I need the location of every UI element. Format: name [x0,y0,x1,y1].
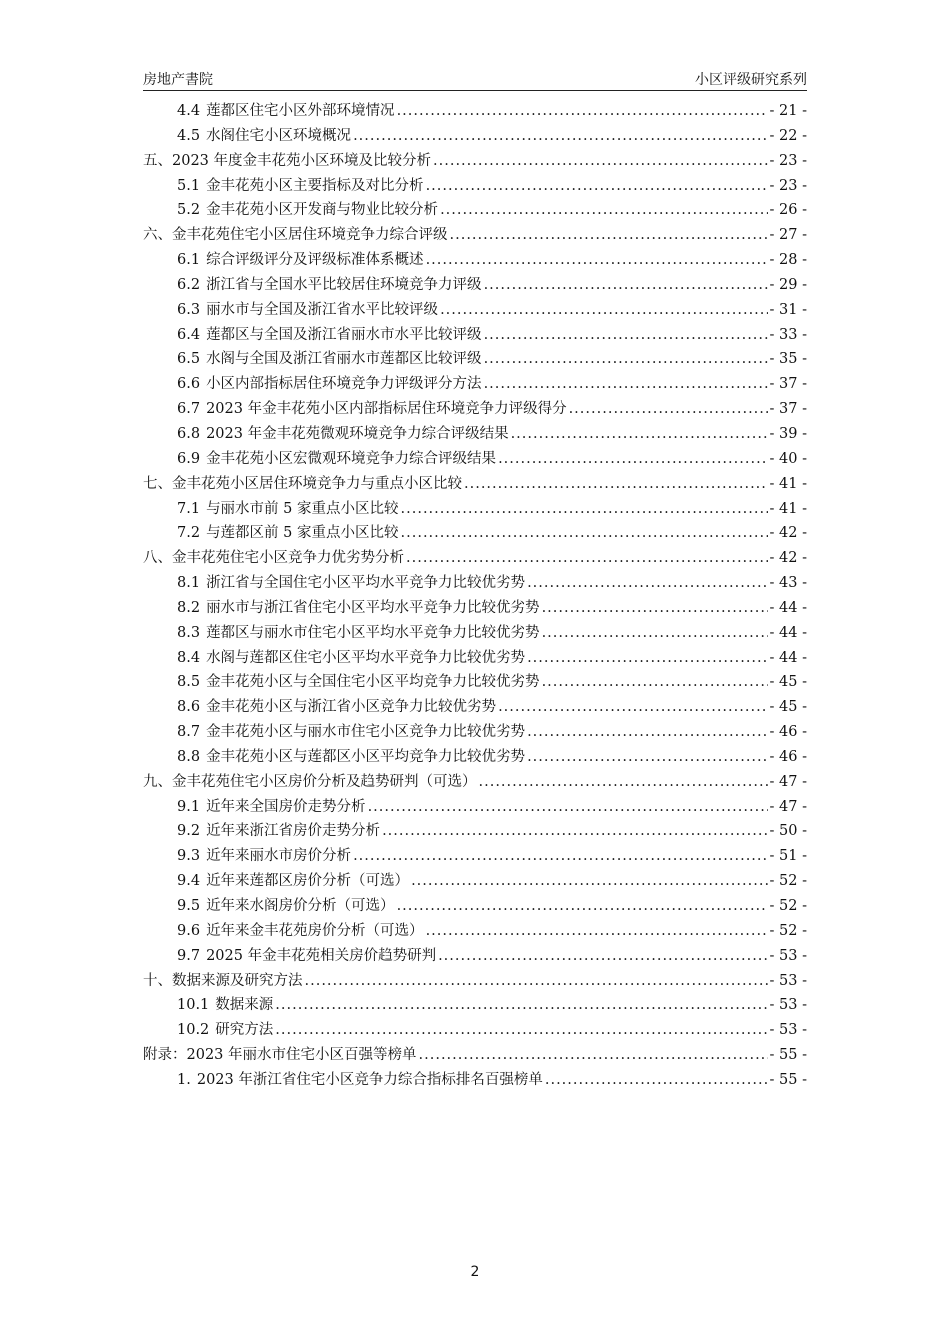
toc-entry[interactable] [143,695,807,720]
toc-dot-leader [545,1072,768,1088]
header-publisher: 房地产書院 [143,72,213,88]
toc-entry-title: 金丰花苑小区与浙江省小区竞争力比较优劣势 [206,699,497,716]
toc-entry-title: 近年来全国房价走势分析 [206,798,366,815]
toc-entry[interactable] [143,596,807,621]
toc-entry-number: 4.4 [177,103,201,119]
toc-entry-title: 丽水市与浙江省住宅小区平均水平竞争力比较优劣势 [206,599,540,616]
toc-entry-title: 莲都区与全国及浙江省丽水市水平比较评级 [206,326,482,343]
toc-entry-title: 浙江省与全国水平比较居住环境竞争力评级 [206,276,482,293]
toc-entry-page: - 45 - [769,699,807,716]
toc-entry-title: 莲都区住宅小区外部环境情况 [206,103,395,119]
toc-dot-leader [406,550,768,566]
toc-entry-page: - 53 - [769,997,807,1014]
toc-entry-title: 金丰花苑小区与丽水市住宅小区竞争力比较优劣势 [206,724,526,741]
toc-entry-page: - 40 - [769,450,807,467]
toc-entry-page: - 27 - [769,227,807,244]
toc-entry[interactable] [143,819,807,844]
toc-entry-page: - 33 - [769,326,807,343]
toc-entry-page: - 21 - [769,103,807,119]
toc-entry[interactable] [143,919,807,944]
toc-dot-leader [498,451,767,467]
toc-entry[interactable] [143,198,807,223]
toc-dot-leader [433,153,768,169]
toc-entry-page: - 44 - [769,599,807,616]
toc-entry-number: 10.2 [177,1022,210,1039]
toc-entry-number: 9.1 [177,798,201,815]
toc-entry-number: 7.2 [177,525,201,542]
toc-dot-leader [498,699,767,715]
toc-entry-title: 金丰花苑小区与全国住宅小区平均竞争力比较优劣势 [206,674,540,691]
toc-entry[interactable] [143,646,807,671]
toc-entry-number: 6.3 [177,301,201,318]
toc-entry-title: 水阁与全国及浙江省丽水市莲都区比较评级 [206,351,482,368]
toc-dot-leader [527,650,767,666]
toc-entry-number: 6.7 [177,401,201,418]
toc-entry[interactable] [143,422,807,447]
toc-entry-number: 4.5 [177,127,201,144]
toc-dot-leader [527,724,767,740]
toc-entry[interactable] [143,770,807,795]
toc-dot-leader [426,252,768,268]
toc-entry[interactable] [143,372,807,397]
toc-entry-number: 8.8 [177,748,201,765]
toc-entry-page: - 45 - [769,674,807,691]
toc-dot-leader [479,774,768,790]
toc-entry-title: 八、金丰花苑住宅小区竞争力优劣势分析 [143,550,404,567]
toc-dot-leader [464,476,768,492]
toc-entry-title: 金丰花苑小区宏微观环境竞争力综合评级结果 [206,450,497,467]
toc-entry-page: - 31 - [769,301,807,318]
toc-entry-page: - 55 - [769,1047,807,1064]
toc-dot-leader [484,351,768,367]
toc-entry-number: 8.5 [177,674,201,691]
toc-dot-leader [401,501,768,517]
toc-entry-number: 6.1 [177,252,201,269]
toc-dot-leader [411,873,767,889]
toc-entry-number: 9.2 [177,823,201,840]
toc-dot-leader [569,401,768,417]
toc-dot-leader [401,525,768,541]
toc-entry[interactable] [143,447,807,472]
toc-entry[interactable] [143,174,807,199]
toc-entry-page: - 26 - [769,202,807,219]
toc-entry-page: - 35 - [769,351,807,368]
toc-entry-page: - 29 - [769,276,807,293]
toc-entry-number: 7.1 [177,500,201,517]
toc-entry[interactable] [143,323,807,348]
toc-entry-number: 5.2 [177,202,201,219]
toc-entry-number: 8.6 [177,699,201,716]
toc-entry-number: 10.1 [177,997,210,1014]
toc-entry-number: 8.1 [177,575,201,592]
toc-entry-page: - 46 - [769,748,807,765]
toc-dot-leader [397,898,768,914]
toc-dot-leader [426,178,768,194]
toc-entry-title: 2025 年金丰花苑相关房价趋势研判 [206,947,437,964]
toc-entry[interactable] [143,124,807,149]
toc-entry-page: - 47 - [769,798,807,815]
toc-entry-page: - 28 - [769,252,807,269]
toc-entry[interactable] [143,472,807,497]
toc-dot-leader [368,799,768,815]
toc-entry-number: 9.5 [177,898,201,914]
toc-entry-page: - 42 - [769,550,807,567]
toc-entry-page: - 53 - [769,972,807,989]
toc-entry-title: 六、金丰花苑住宅小区居住环境竞争力综合评级 [143,227,448,244]
toc-entry-number: 9.3 [177,848,201,865]
toc-entry-title: 浙江省与全国住宅小区平均水平竞争力比较优劣势 [206,575,526,592]
toc-dot-leader [511,426,768,442]
toc-entry-page: - 46 - [769,724,807,741]
page-header [143,68,807,91]
toc-entry-page: - 23 - [769,152,807,169]
toc-entry[interactable] [143,99,807,124]
toc-entry-title: 2023 年浙江省住宅小区竞争力综合指标排名百强榜单 [196,1071,543,1088]
toc-entry-page: - 37 - [769,401,807,418]
toc-entry-number: 6.9 [177,450,201,467]
toc-entry[interactable] [143,149,807,174]
toc-entry-page: - 44 - [769,649,807,666]
toc-entry-title: 近年来莲都区房价分析（可选） [206,873,410,890]
toc-entry-page: - 47 - [769,773,807,790]
toc-dot-leader [542,600,768,616]
toc-entry-number: 8.2 [177,599,201,616]
toc-entry-title: 丽水市与全国及浙江省水平比较评级 [206,301,439,318]
toc-entry-number: 1. [177,1071,191,1088]
toc-entry-title: 近年来水阁房价分析（可选） [206,898,395,914]
toc-entry[interactable] [143,621,807,646]
toc-entry[interactable] [143,273,807,298]
toc-entry-title: 水阁住宅小区环境概况 [206,127,352,144]
toc-entry-title: 小区内部指标居住环境竞争力评级评分方法 [206,376,482,393]
toc-entry[interactable] [143,1043,807,1068]
table-of-contents [143,99,807,1093]
toc-entry[interactable] [143,894,807,919]
toc-entry-title: 金丰花苑小区主要指标及对比分析 [206,177,424,194]
toc-entry-number: 6.2 [177,276,201,293]
toc-entry-page: - 44 - [769,624,807,641]
toc-entry[interactable] [143,969,807,994]
toc-entry[interactable] [143,745,807,770]
header-series-title: 小区评级研究系列 [695,72,807,88]
toc-entry-number: 6.8 [177,425,201,442]
toc-entry[interactable] [143,571,807,596]
toc-entry-title: 附录：2023 年丽水市住宅小区百强等榜单 [143,1047,417,1064]
toc-entry-number: 6.5 [177,351,201,368]
toc-entry-number: 6.6 [177,376,201,393]
toc-entry[interactable] [143,944,807,969]
toc-entry-number: 8.3 [177,624,201,641]
toc-entry-page: - 52 - [769,898,807,914]
toc-entry[interactable] [143,795,807,820]
toc-entry-page: - 41 - [769,475,807,492]
toc-entry-page: - 42 - [769,525,807,542]
toc-dot-leader [527,575,767,591]
toc-dot-leader [275,997,767,1013]
toc-dot-leader [353,128,767,144]
toc-entry-number: 6.4 [177,326,201,343]
toc-entry-title: 数据来源 [215,997,274,1014]
toc-entry-page: - 52 - [769,922,807,939]
toc-entry-number: 5.1 [177,177,201,194]
toc-entry-page: - 52 - [769,873,807,890]
toc-entry-title: 综合评级评分及评级标准体系概述 [206,252,424,269]
toc-dot-leader [305,973,768,989]
toc-entry-title: 近年来浙江省房价走势分析 [206,823,381,840]
toc-dot-leader [450,227,768,243]
toc-entry[interactable] [143,869,807,894]
toc-entry-number: 8.4 [177,649,201,666]
toc-dot-leader [438,948,767,964]
toc-entry-title: 水阁与莲都区住宅小区平均水平竞争力比较优劣势 [206,649,526,666]
toc-entry-title: 与丽水市前 5 家重点小区比较 [206,500,399,517]
toc-dot-leader [542,674,768,690]
toc-entry-page: - 53 - [769,947,807,964]
toc-entry-title: 金丰花苑小区与莲都区小区平均竞争力比较优劣势 [206,748,526,765]
toc-entry[interactable] [143,993,807,1018]
toc-entry-page: - 23 - [769,177,807,194]
toc-entry[interactable] [143,223,807,248]
toc-entry[interactable] [143,298,807,323]
toc-entry-title: 2023 年金丰花苑小区内部指标居住环境竞争力评级得分 [206,401,567,418]
toc-entry-title: 九、金丰花苑住宅小区房价分析及趋势研判（可选） [143,773,477,790]
toc-entry-page: - 37 - [769,376,807,393]
toc-entry-page: - 50 - [769,823,807,840]
toc-entry-title: 金丰花苑小区开发商与物业比较分析 [206,202,439,219]
toc-entry-page: - 22 - [769,127,807,144]
toc-entry[interactable] [143,670,807,695]
toc-entry-title: 五、2023 年度金丰花苑小区环境及比较分析 [143,152,432,169]
toc-entry-title: 近年来金丰花苑房价分析（可选） [206,922,424,939]
toc-entry-title: 七、金丰花苑小区居住环境竞争力与重点小区比较 [143,475,462,492]
toc-entry[interactable] [143,546,807,571]
toc-dot-leader [484,327,768,343]
toc-entry-title: 十、数据来源及研究方法 [143,972,303,989]
toc-entry-number: 9.4 [177,873,201,890]
toc-entry-page: - 41 - [769,500,807,517]
toc-entry-page: - 55 - [769,1071,807,1088]
toc-entry-title: 与莲都区前 5 家重点小区比较 [206,525,399,542]
toc-entry[interactable] [143,521,807,546]
toc-dot-leader [426,923,768,939]
toc-dot-leader [527,749,767,765]
toc-dot-leader [440,302,767,318]
toc-entry[interactable] [143,497,807,522]
toc-entry-title: 研究方法 [215,1022,274,1039]
toc-entry[interactable] [143,844,807,869]
toc-dot-leader [484,277,768,293]
toc-entry-page: - 53 - [769,1022,807,1039]
toc-entry[interactable] [143,720,807,745]
toc-entry[interactable] [143,347,807,372]
toc-entry[interactable] [143,248,807,273]
toc-dot-leader [275,1022,767,1038]
page-number: 2 [470,1264,480,1280]
toc-dot-leader [382,823,767,839]
toc-entry-number: 8.7 [177,724,201,741]
toc-dot-leader [484,376,768,392]
toc-dot-leader [542,625,768,641]
toc-dot-leader [353,848,767,864]
toc-entry-page: - 39 - [769,425,807,442]
toc-entry-number: 9.7 [177,947,201,964]
toc-entry-page: - 51 - [769,848,807,865]
toc-dot-leader [419,1047,768,1063]
toc-entry-title: 莲都区与丽水市住宅小区平均水平竞争力比较优劣势 [206,624,540,641]
toc-entry-title: 近年来丽水市房价分析 [206,848,352,865]
toc-entry-number: 9.6 [177,922,201,939]
toc-dot-leader [440,202,767,218]
toc-entry[interactable] [143,1068,807,1093]
toc-entry[interactable] [143,397,807,422]
toc-dot-leader [397,103,768,119]
toc-entry[interactable] [143,1018,807,1043]
toc-entry-title: 2023 年金丰花苑微观环境竞争力综合评级结果 [206,425,509,442]
toc-entry-page: - 43 - [769,575,807,592]
